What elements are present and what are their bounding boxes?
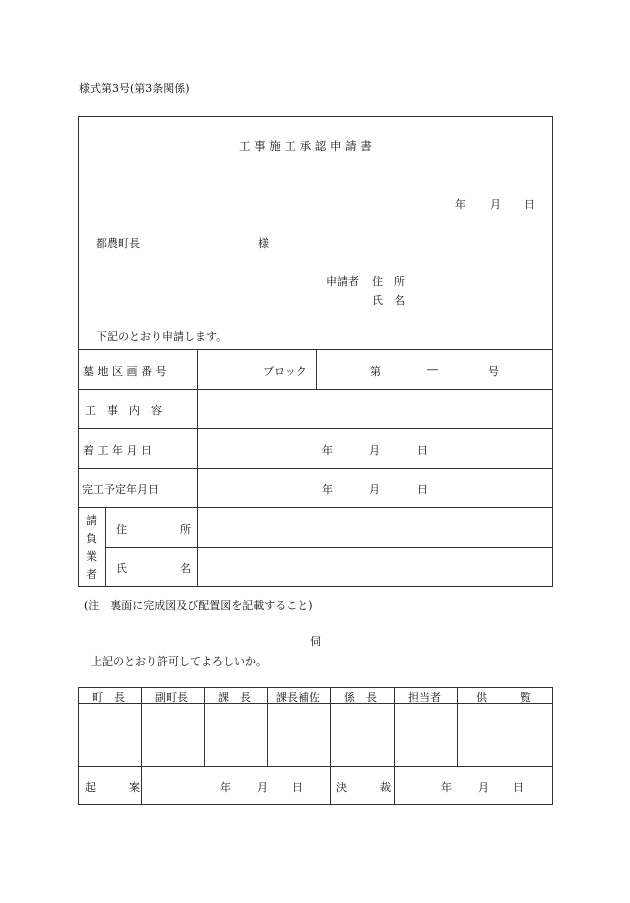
contractor-name-label-2: 名 <box>180 562 191 575</box>
form-number: 様式第3号(第3条関係) <box>79 82 190 95</box>
decision-year: 年 <box>441 781 452 794</box>
request-text: 下記のとおり申請します。 <box>96 330 228 343</box>
applicant-label: 申請者 <box>326 275 359 288</box>
form-title: 工 事 施 工 承 認 申 請 書 <box>239 139 372 153</box>
contractor-char-1: 請 <box>86 514 97 527</box>
note: (注 裏面に完成図及び配置図を記載すること) <box>84 599 313 612</box>
header-deputy-mayor: 副町長 <box>155 691 188 704</box>
addressee: 都農町長 <box>96 237 140 250</box>
dai-label: 第 <box>370 365 381 378</box>
decision-month: 月 <box>478 781 489 794</box>
contractor-char-3: 業 <box>86 550 97 563</box>
block-label: ブロック <box>263 365 307 378</box>
contractor-char-4: 者 <box>86 568 97 581</box>
dash-label: ― <box>427 363 438 376</box>
header-mayor: 町 長 <box>92 691 125 704</box>
draft-year: 年 <box>220 781 231 794</box>
contractor-address-label-2: 所 <box>180 523 191 536</box>
end-date-label: 完工予定年月日 <box>82 483 159 496</box>
end-month: 月 <box>369 483 380 496</box>
start-day: 日 <box>417 444 428 457</box>
date-day: 日 <box>524 198 535 211</box>
honorific: 様 <box>258 237 269 250</box>
header-unit-chief: 係 長 <box>344 691 377 704</box>
grave-number-label: 墓 地 区 画 番 号 <box>83 365 167 378</box>
date-month: 月 <box>490 198 501 211</box>
decision-day: 日 <box>513 781 524 794</box>
inquiry-mark: 伺 <box>310 635 321 648</box>
start-month: 月 <box>369 444 380 457</box>
applicant-name-label: 氏 名 <box>372 294 405 307</box>
applicant-address-label: 住 所 <box>372 275 405 288</box>
date-year: 年 <box>455 198 466 211</box>
contractor-address-label: 住 <box>116 523 127 536</box>
permission-text: 上記のとおり許可してよろしいか。 <box>91 655 267 668</box>
contractor-char-2: 負 <box>86 532 97 545</box>
draft-month: 月 <box>257 781 268 794</box>
draft-day: 日 <box>292 781 303 794</box>
go-label: 号 <box>488 365 499 378</box>
header-assistant-chief: 課長補佐 <box>276 691 320 704</box>
end-year: 年 <box>322 483 333 496</box>
work-content-label: 工 事 内 容 <box>85 404 162 417</box>
start-year: 年 <box>322 444 333 457</box>
header-circulation: 供 覧 <box>476 691 531 704</box>
contractor-name-label: 氏 <box>116 562 127 575</box>
header-staff: 担当者 <box>408 691 441 704</box>
start-date-label: 着 工 年 月 日 <box>83 444 152 457</box>
decision-label: 決 裁 <box>336 781 391 794</box>
end-day: 日 <box>417 483 428 496</box>
header-section-chief: 課 長 <box>218 691 251 704</box>
draft-label: 起 案 <box>85 781 140 794</box>
